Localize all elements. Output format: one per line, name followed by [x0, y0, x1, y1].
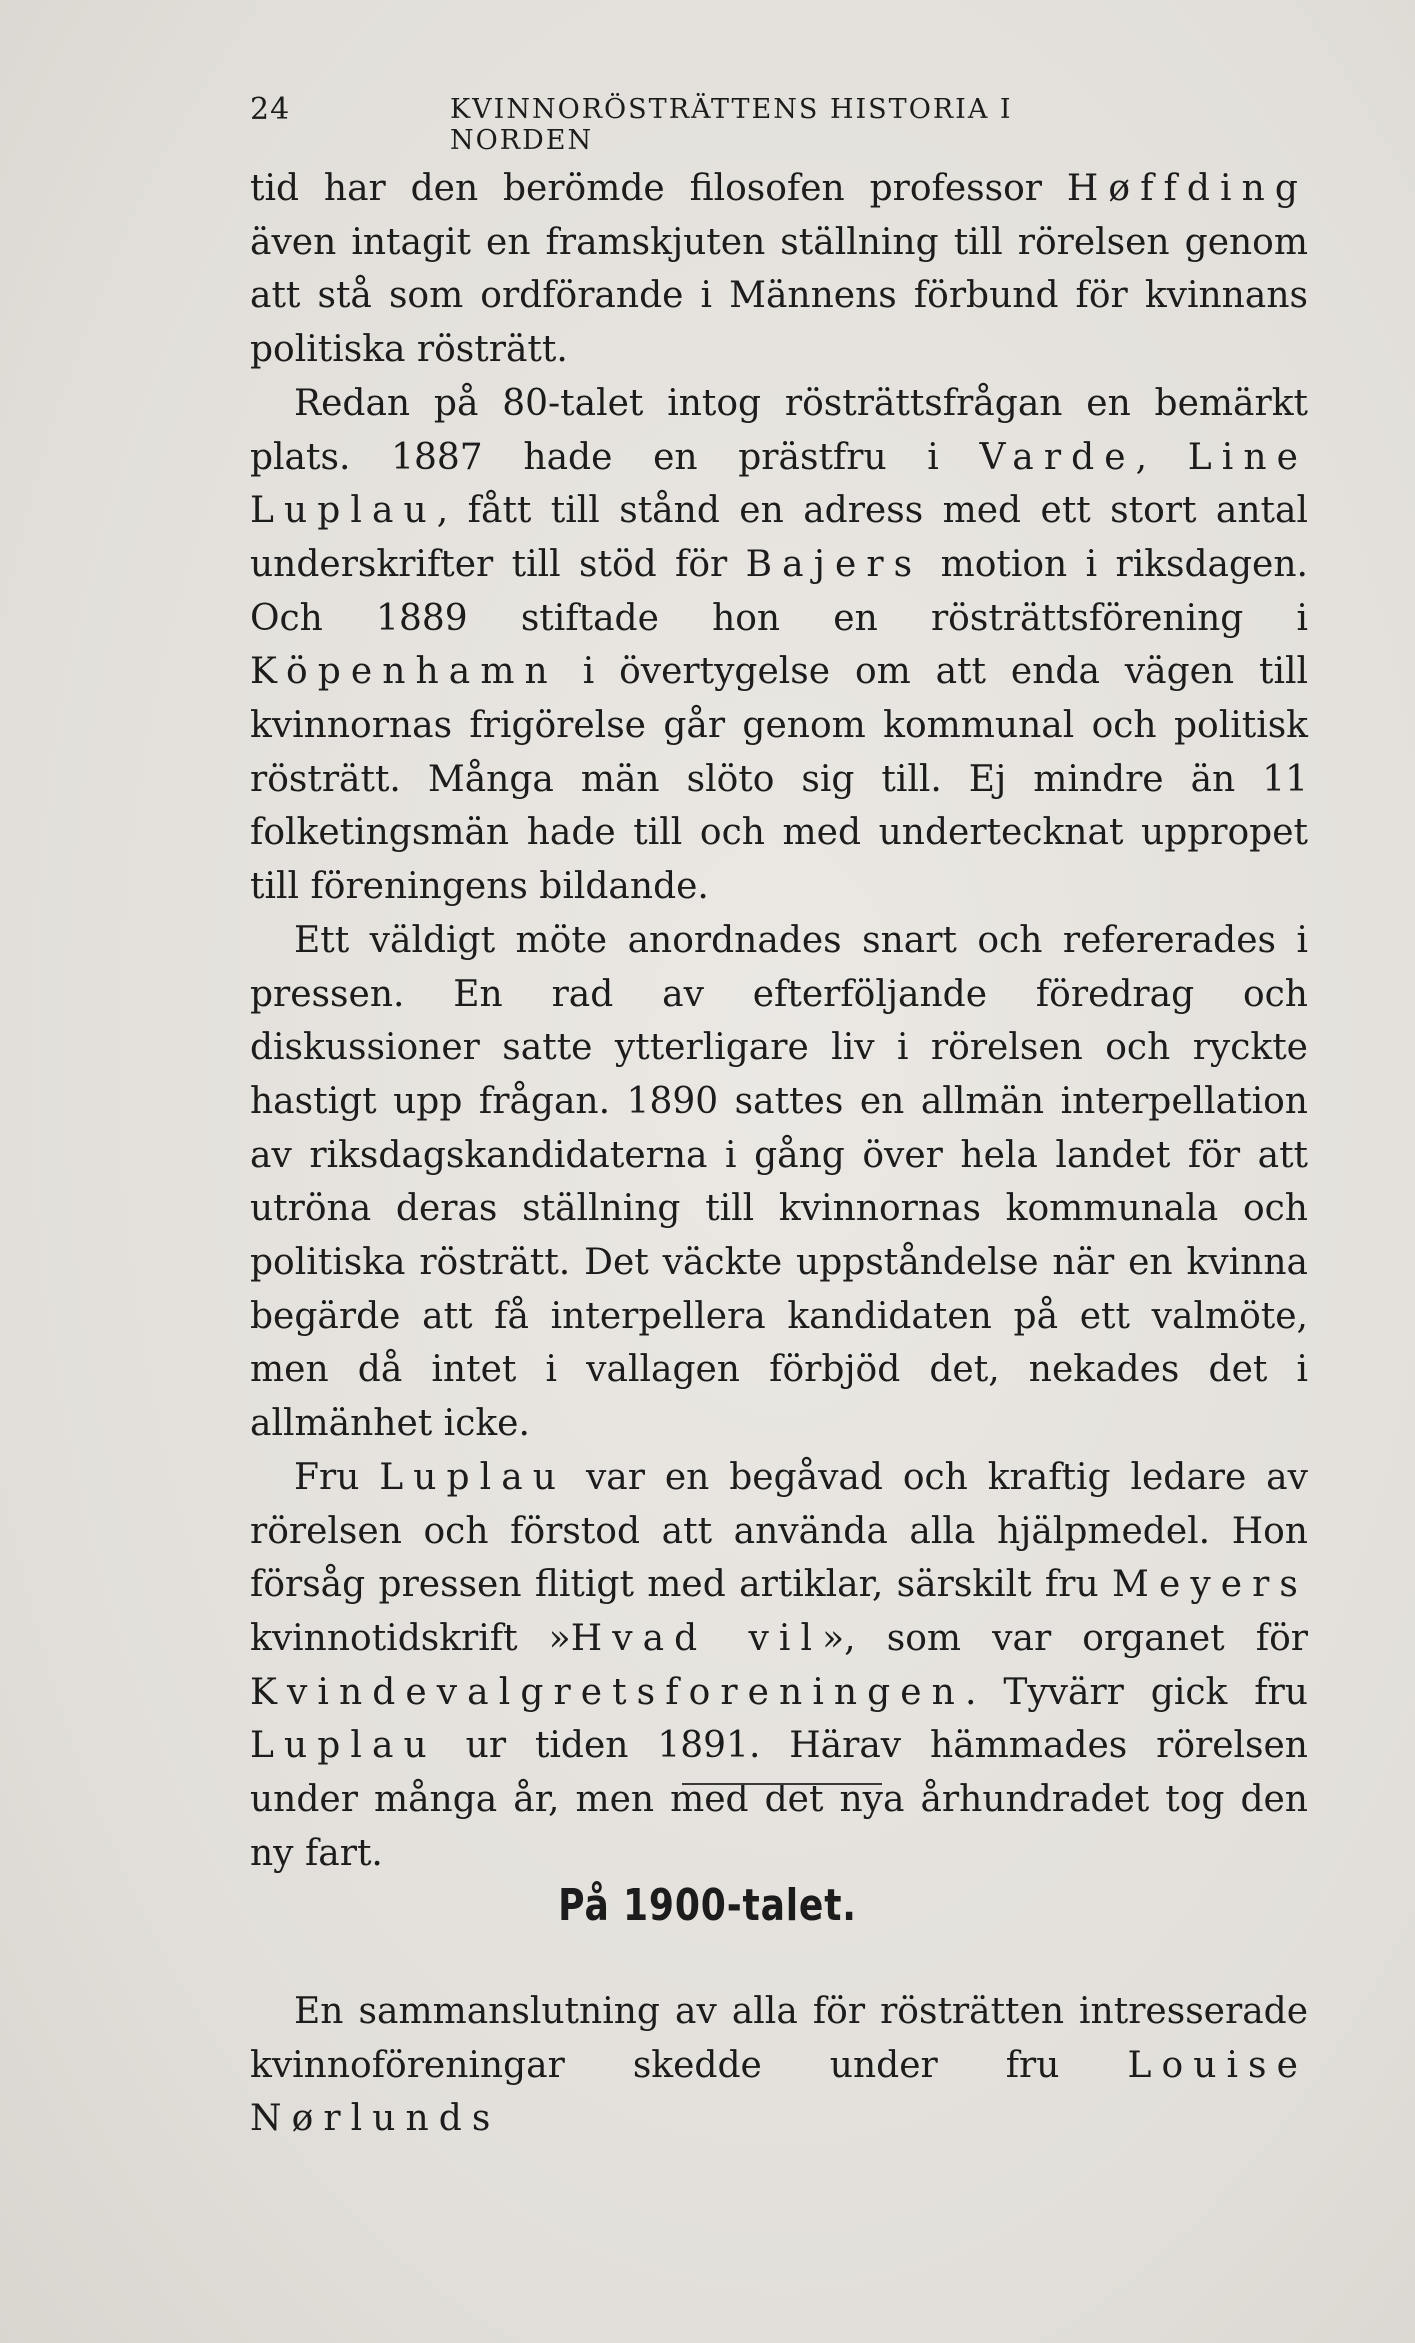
spaced-name: Line Luplau — [250, 436, 1309, 532]
spaced-name: Høffding — [1066, 168, 1308, 209]
section-divider — [682, 1783, 882, 1785]
spaced-name: Luplau — [379, 1456, 567, 1498]
main-text — [250, 162, 1308, 1881]
spaced-name: Kvindevalgretsforeningen — [250, 1671, 965, 1713]
section-heading: På 1900-talet. — [558, 1880, 857, 1931]
text-run: kvinnotidskrift » — [250, 1617, 571, 1659]
spaced-name: Varde — [979, 436, 1136, 478]
spaced-name: Meyers — [1112, 1564, 1308, 1606]
text-run: Fru — [294, 1456, 380, 1498]
running-title: KVINNORÖSTRÄTTENS HISTORIA I NORDEN — [450, 94, 1013, 156]
section-paragraph — [250, 1985, 1308, 2146]
text-run: tid har den berömde filosofen professor — [250, 168, 1067, 209]
text-run: även intagit en framskjuten ställning till rörelsen genom att stå som ordförande i Männens förbund för kvinnans politiska rösträtt. — [250, 221, 1308, 371]
text-run: ur tiden 1891. Härav hämmades rörelsen under många år, men med det nya århundradet tog den ny fart. — [250, 1725, 1308, 1874]
spaced-name: Louise Nørlunds — [250, 2044, 1308, 2140]
text-run: En sammanslutning av alla för rösträtten intresserade kvinnoföreningar skedde under fru — [250, 1991, 1308, 2086]
spaced-name: Hvad vil — [570, 1617, 823, 1659]
spaced-name: Luplau — [250, 1725, 437, 1767]
section-text — [250, 1985, 1308, 2146]
page-header — [250, 92, 1100, 156]
text-run: , fått till stånd en adress med ett stort antal underskrifter till stöd för — [250, 490, 1308, 585]
paragraph-2 — [250, 377, 1308, 914]
text-run: , — [1135, 436, 1188, 478]
paragraph-3: Ett väldigt möte anordnades snart och refererades i pressen. En rad av efterföljande föredrag och diskussioner satte ytterligare liv i rörelsen och ryckte hastigt upp frågan. 1890 sattes en allmän interpellation av riksdagskandidaterna i gång över hela landet för att utröna deras ställning till kvinnornas kommunala och politiska rösträtt. Det väckte uppståndelse när en kvinna begärde att få interpellera kandidaten på ett valmöte, men då intet i vallagen förbjöd det, nekades det i allmänhet icke. — [250, 919, 1308, 1445]
page-number: 24 — [250, 92, 291, 127]
text-run: . Tyvärr gick fru — [964, 1671, 1308, 1713]
spaced-name: Köpenhamn — [250, 651, 558, 693]
spaced-name: Bajers — [745, 543, 923, 585]
paragraph-1 — [250, 162, 1308, 377]
text-run: Redan på 80-talet intog rösträttsfrågan en bemärkt plats. 1887 hade en prästfru i — [250, 382, 1308, 478]
text-run: », som var organet för — [822, 1617, 1308, 1659]
text-run: var en begåvad och kraftig ledare av rörelsen och förstod att använda alla hjälpmedel. Hon försåg pressen flitigt med artiklar, särskilt fru — [250, 1456, 1308, 1606]
text-run: i övertygelse om att enda vägen till kvinnornas frigörelse går genom kommunal och politisk rösträtt. Många män slöto sig till. Ej mindre än 11 folketingsmän hade till och med undertecknat uppropet till föreningens bildande. — [250, 651, 1308, 908]
paragraph-4 — [250, 1451, 1308, 1881]
text-run: motion i riksdagen. Och 1889 stiftade hon en rösträttsförening i — [250, 543, 1308, 639]
